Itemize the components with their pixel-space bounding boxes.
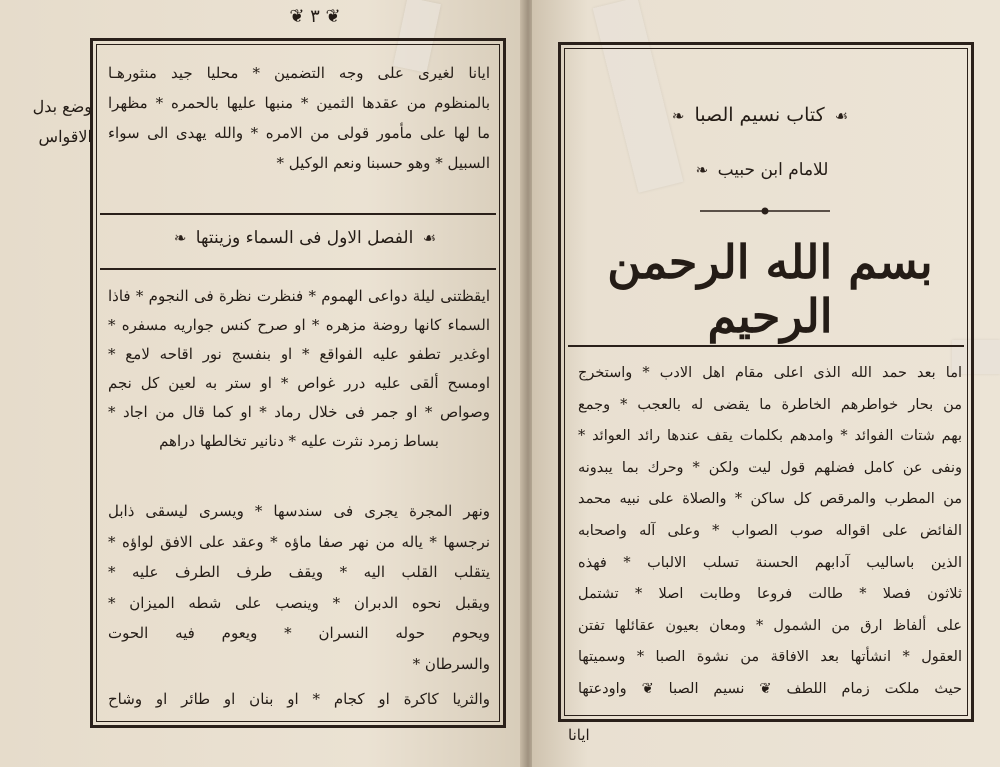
chapter-paragraph xyxy=(108,282,490,456)
text-line: ايانا لغيرى على وجه التضمين * محليا جيد منثورهـا xyxy=(108,64,490,82)
text-line: وصواص * او جمر فى خلال رماد * او كما قال من اجاد * xyxy=(108,403,490,421)
margin-note-line: الاقواس xyxy=(38,127,92,146)
margin-note xyxy=(12,92,92,152)
book-title xyxy=(600,104,920,126)
text-line: ثلاثون فصلا * طالت فروعا وطابت اصلا * تشتمل xyxy=(578,586,962,603)
text-line: اومسح ألقى عليه درر غواص * او ستر به لعين كل نجم xyxy=(108,374,490,392)
text-line: والسرطان * xyxy=(412,654,490,673)
catchword: ايانا xyxy=(568,726,590,744)
text-line: الفائض على اقواله صوب الصواب * وعلى آله واصحابه xyxy=(578,522,962,539)
section-title-text: الفصل الاول فى السماء وزينتها xyxy=(195,228,414,248)
chapter-paragraph-continued xyxy=(108,496,490,679)
text-line: الذين باساليب آدابهم الحسنة تسلب الالباب * فهذه xyxy=(578,554,962,571)
text-line: والثريا كاكرة او كجام * او بنان او طائر او وشاح xyxy=(108,690,490,708)
text-line: ونفى عن كامل فضلهم قول ليت ولكن * وحرك بما يبدونه xyxy=(578,459,962,476)
text-line: ويقبل نحوه الدبران * وينصب على شطه الميزان * xyxy=(108,593,490,612)
basmala-calligraphy: بسم الله الرحمن الرحيم xyxy=(607,235,933,343)
page-number: ❦ ٣ ❦ xyxy=(289,6,341,27)
left-page-footer-line xyxy=(108,684,490,714)
text-line: يتقلب القلب اليه * ويقف طرف الطرف عليه * xyxy=(108,563,490,581)
intro-paragraph xyxy=(108,58,490,178)
ornament-icon: ☙ xyxy=(834,107,849,125)
basmala-rule xyxy=(568,345,964,347)
text-line: ويحوم حوله النسران * ويعوم فيه الحوت xyxy=(108,624,490,642)
margin-note-line: وضع بدل xyxy=(32,97,92,116)
preface-paragraph xyxy=(578,358,962,706)
ornament-icon: ❧ xyxy=(173,229,187,247)
text-line: السبيل * وهو حسبنا ونعم الوكيل * xyxy=(276,154,490,172)
text-line: ونهر المجرة يجرى فى سندسها * ويسرى ليسقى ذابل xyxy=(108,502,490,520)
text-line: بهم شتات الفوائد * وامدهم بكلمات يقف عندها رائد العوائد * xyxy=(578,428,962,445)
text-line: على ألفاظ ارق من الشمول * ومعان بعيون عقائلها تفتن xyxy=(578,617,962,634)
ornament-icon: ❧ xyxy=(671,107,685,125)
section-title xyxy=(140,228,470,248)
text-line: ايقظتنى ليلة دواعى الهموم * فنظرت نظرة فى النجوم * فاذا xyxy=(108,287,490,305)
author-line xyxy=(620,160,900,180)
text-line: حيث ملكت زمام اللطف ❦ نسيم الصبا ❦ واودعتها xyxy=(578,680,962,697)
text-line: بالمنظوم من عقدها الثمين * منبها عليها بالحمره * مظهرا xyxy=(108,94,490,112)
author-text: للامام ابن حبيب xyxy=(717,160,829,180)
divider-ornament-icon xyxy=(700,207,830,215)
text-line: من المطرب والمرقص كل ساكن * والصلاة على نبيه محمد xyxy=(578,491,962,508)
text-line: اما بعد حمد الله الذى اعلى مقام اهل الادب * واستخرج xyxy=(578,365,962,381)
text-line: العقول * انشأتها بعد الافاقة من نشوة الصبا * وسميتها xyxy=(578,649,962,666)
ornament-icon: ❧ xyxy=(695,161,709,179)
text-line: نرجسها * ياله من نهر صفا ماؤه * وعقد على الافق لواؤه * xyxy=(108,532,490,551)
verse-line: بساط زمرد نثرت عليه * دنانير تخالطها دراهم xyxy=(159,432,439,450)
text-line: اوغدير تطفو عليه الفواقع * او بنفسج نور اقاحه لامع * xyxy=(108,345,490,363)
book-title-text: كتاب نسيم الصبا xyxy=(694,104,825,126)
section-rule-top xyxy=(100,213,496,215)
text-line: السماء كانها روضة مزهره * او صرح كنس جواريه مسفره * xyxy=(108,316,490,334)
text-line: ما لها على مأمور قولى من الامره * والله يهدى الى سواء xyxy=(108,124,490,142)
text-line: من بحار خواطرهم الخاطرة ما يقضى له بالعجب * وجمع xyxy=(578,396,962,413)
ornament-icon: ☙ xyxy=(422,229,437,247)
section-rule-bottom xyxy=(100,268,496,270)
